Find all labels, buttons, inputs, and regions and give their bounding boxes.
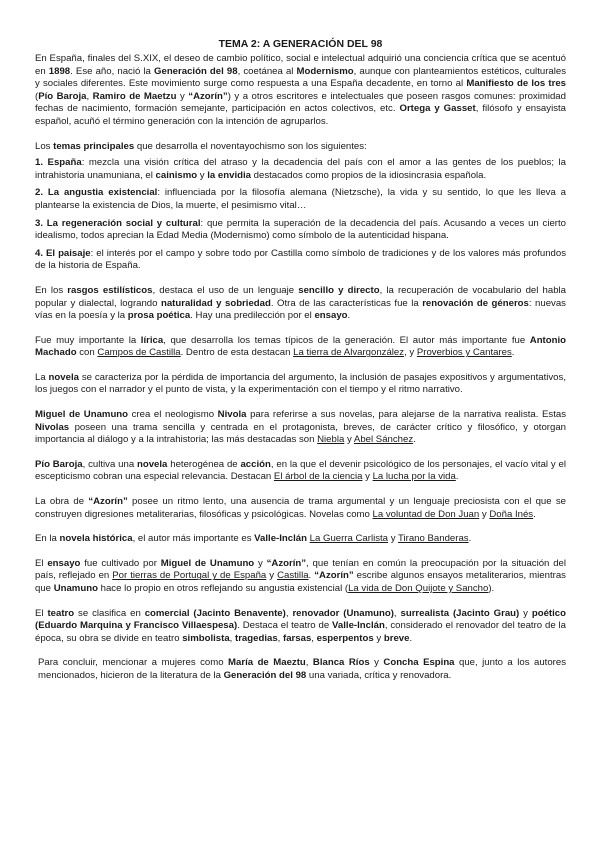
text-run: , aunque con planteamientos estéticos, culturales y sociales diferentes. Este movimiento surge como respuesta a una España decadente, en torno al: [35, 65, 566, 90]
text-run: Fue muy importante la: [35, 334, 141, 346]
bold-run: simbolista: [182, 632, 230, 644]
bold-run: Pío Baroja: [38, 90, 87, 102]
underlined-title-run: Por tierras de Portugal y de España: [112, 570, 267, 582]
bold-run: farsas: [283, 632, 312, 644]
underlined-title-run: Castilla: [277, 570, 309, 582]
text-run: y: [479, 508, 490, 520]
bold-run: 1898: [48, 65, 71, 77]
bold-run: poético: [531, 607, 566, 619]
theme-item-paisaje: [35, 248, 566, 273]
underlined-title-run: Campos de Castilla: [97, 347, 181, 359]
text-run: y: [362, 471, 373, 483]
text-run: heterogénea de: [167, 458, 241, 470]
bold-run: 3. La regeneración social y cultural: [35, 217, 201, 229]
text-run: y: [197, 169, 208, 181]
underlined-title-run: El árbol de la ciencia: [273, 471, 363, 483]
text-run: , en la que el devenir psicológico de los personajes, el vacío vital y el escepticismo cobran una especial relevancia. Destacan: [35, 458, 566, 483]
text-run: : el interés por el campo y sobre todo por Castilla como símbolo de tradiciones y de los valores más profundos de la historia de España.: [35, 247, 566, 272]
text-run: .: [409, 632, 413, 644]
underlined-title-run: Niebla: [317, 434, 345, 446]
text-run: que, junto a los autores mencionados, hicieron de la literatura de la: [38, 657, 566, 681]
bold-run: novela: [137, 458, 168, 470]
bold-run: renovación de géneros: [422, 297, 529, 309]
bold-run: Blanca Ríos: [312, 657, 370, 669]
theme-item-espana: [35, 157, 566, 182]
text-run: , coetánea al: [237, 65, 297, 77]
bold-run: 1. España: [35, 157, 82, 169]
text-run: . Otra de las características fue la: [270, 297, 423, 309]
bold-run: ensayo: [314, 310, 348, 322]
bold-run: prosa poética: [127, 310, 191, 322]
text-run: , la recuperación de vocabulario del habla popular y dialectal, logrando: [35, 284, 566, 309]
bold-run: Antonio Machado: [35, 334, 566, 359]
text-run: y: [373, 632, 384, 644]
bold-run: novela: [48, 371, 79, 383]
bold-run: teatro: [47, 607, 75, 619]
text-run: .: [455, 471, 459, 483]
text-run: crea el neologismo: [128, 409, 218, 421]
text-run: para referirse a sus novelas, para alejarse de la narrativa realista. Estas: [246, 409, 567, 421]
text-run: y: [344, 434, 354, 446]
baroja-paragraph: [35, 459, 566, 484]
text-run: ,: [285, 607, 293, 619]
style-paragraph: [35, 285, 566, 323]
underlined-title-run: Tirano Banderas: [398, 533, 469, 545]
text-run: se caracteriza por la pérdida de importancia del argumento, la inclusión de pasajes expositivos y argumentativos, los juegos con el narrador y el punto de vista, y la experimentación con el tiempo y el ritmo narrativo.: [35, 371, 566, 396]
text-run: La obra de: [35, 496, 89, 508]
text-run: y: [266, 570, 278, 582]
text-run: : nuevas vías en la poesía y la: [35, 297, 566, 322]
underlined-title-run: La tierra de Alvargonzález: [293, 347, 405, 359]
historical-novel-paragraph: [35, 533, 566, 546]
text-run: .: [347, 310, 351, 322]
underlined-title-run: Doña Inés: [489, 508, 534, 520]
text-run: .: [511, 347, 515, 359]
bold-run: “Azorín”: [188, 90, 228, 102]
text-run: En la: [35, 533, 60, 545]
bold-run: Miguel de Unamuno: [160, 557, 255, 569]
text-run: .: [468, 533, 472, 545]
text-run: ,: [393, 607, 401, 619]
bold-run: novela histórica: [59, 533, 133, 545]
text-run: se clasifica en: [74, 607, 145, 619]
text-run: posee un ritmo lento, una ausencia de trama argumental y un lenguaje preciosista con el que se construyen digresiones metaliterarias, filosóficas y psicológicas. Novelas como: [35, 496, 566, 520]
underlined-title-run: Proverbios y Cantares: [416, 347, 512, 359]
text-run: , que desarrolla los temas típicos de la generación. El autor más importante fue: [163, 334, 530, 346]
text-run: ) y a otros escritores e intelectuales que poseen rasgos comunes: proximidad fechas de nacimiento, formación semejante, participación en actos colectivos, etc.: [35, 90, 566, 115]
text-run: ,: [277, 632, 284, 644]
underlined-title-run: Abel Sánchez: [353, 434, 414, 446]
bold-run: Ramiro de Maetzu: [92, 90, 177, 102]
text-run: y: [176, 90, 189, 102]
text-run: ,: [86, 90, 93, 102]
conclusion-paragraph: [35, 657, 566, 682]
text-run: .: [413, 434, 416, 446]
text-run: hace lo propio en otros reflejando su angustia existencial (: [97, 583, 349, 594]
bold-run: ensayo: [47, 557, 81, 569]
bold-run: “Azorín”: [88, 496, 128, 508]
bold-run: María de Maeztu: [228, 657, 306, 669]
theatre-paragraph: [35, 608, 566, 646]
azorin-paragraph: [35, 496, 566, 521]
bold-run: Modernismo: [296, 65, 354, 77]
underlined-title-run: La Guerra Carlista: [309, 533, 389, 545]
bold-run: rasgos estilísticos: [67, 284, 153, 296]
themes-intro: [35, 141, 566, 154]
text-run: una variada, crítica y renovadora.: [306, 669, 452, 681]
text-run: (: [35, 90, 39, 102]
text-run: : mezcla una visión crítica del atraso y la decadencia del país con el amor a las gentes de los pueblos; la intrahistoria unamuniana, el: [35, 157, 567, 181]
text-run: : que permita la superación de la decadencia del país. Acusando a veces un cierto idealismo, todos aprecian la Edad Media (Modernismo) como símbolo de la autenticidad hispana.: [35, 217, 566, 242]
theme-item-angustia: [35, 187, 566, 212]
text-run: , el autor más importante es: [132, 533, 255, 545]
text-run: Para concluir, mencionar a mujeres como: [38, 657, 229, 669]
text-run: .: [533, 508, 536, 520]
text-run: ,: [305, 657, 313, 669]
bold-run: tragedias: [235, 632, 278, 644]
text-run: que desarrolla el noventayochismo son los siguientes:: [134, 140, 367, 152]
text-run: , considerado el renovador del teatro de la época, su obra se divide en teatro: [35, 620, 566, 644]
bold-run: (Jacinto Benavente): [193, 607, 286, 619]
bold-run: (Jacinto Grau): [452, 607, 520, 619]
bold-run: 2. La angustia existencial: [35, 187, 158, 199]
bold-run: la envidia: [207, 169, 251, 181]
bold-run: temas principales: [53, 140, 135, 152]
text-run: con: [76, 347, 98, 359]
text-run: . Ese año, nació la: [70, 65, 155, 77]
text-run: ,: [311, 632, 317, 644]
bold-run: Valle-Inclán: [254, 533, 307, 545]
text-run: Los: [35, 140, 54, 152]
essay-paragraph: [35, 558, 566, 596]
bold-run: sencillo y directo: [298, 284, 380, 296]
underlined-title-run: La lucha por la vida: [372, 471, 456, 483]
bold-run: Valle-Inclán: [332, 620, 385, 632]
text-run: , que tenían en común la preocupación por la situación del país, reflejado en: [35, 557, 567, 582]
bold-run: “Azorín”: [266, 557, 307, 569]
bold-run: Nivolas: [35, 421, 70, 433]
theme-item-regeneracion: [35, 218, 566, 243]
text-run: La: [35, 371, 49, 383]
text-run: . Hay una predilección por el: [190, 310, 315, 322]
text-run: . Dentro de esta destacan: [180, 347, 294, 359]
bold-run: Concha Espina: [383, 657, 455, 669]
text-run: , filósofo y ensayista español, acuñó el término generación con la intención de agruparlos.: [35, 103, 566, 127]
underlined-title-run: La vida de Don Quijote y Sancho: [348, 583, 489, 594]
bold-run: Miguel de Unamuno: [35, 409, 129, 421]
text-run: destacados como propios de la idiosincrasia española.: [251, 169, 487, 181]
text-run: fue cultivado por: [80, 557, 161, 569]
text-run: y: [254, 557, 267, 569]
bold-run: surrealista: [400, 607, 450, 619]
text-run: El: [35, 607, 48, 619]
text-run: y: [388, 533, 398, 545]
text-run: ,: [229, 632, 235, 644]
text-run: : influenciada por la filosofía alemana (Nietzsche), la vida y su sentido, lo que les lleva a plantearse la existencia de Dios, la muerte, el pesimismo vital…: [35, 187, 566, 211]
text-run: En España, finales del S.XIX, el deseo de cambio político, social e intelectual adquirió una conciencia crítica que se acentuó en: [35, 53, 566, 77]
text-run: En los: [35, 284, 68, 296]
underlined-title-run: La voluntad de Don Juan: [372, 508, 480, 520]
document-title: TEMA 2: A GENERACIÓN DEL 98: [218, 38, 383, 50]
bold-run: lírica: [140, 334, 164, 346]
bold-run: breve: [383, 632, 410, 644]
bold-run: Nivola: [217, 409, 247, 421]
text-run: y: [369, 657, 384, 669]
text-run: . Destaca el teatro de: [237, 620, 333, 632]
text-run: El: [35, 557, 48, 569]
text-run: , destaca el uso de un lenguaje: [152, 284, 299, 296]
intro-paragraph: [35, 53, 566, 129]
text-run: , y: [404, 347, 417, 359]
bold-run: Generación del 98: [154, 65, 238, 77]
bold-run: 4. El paisaje: [35, 247, 91, 259]
bold-run: acción: [240, 458, 271, 470]
novel-paragraph: [35, 372, 566, 397]
text-run: escribe algunos ensayos metaliterarios, mientras que: [35, 570, 566, 594]
bold-run: esperpentos: [316, 632, 374, 644]
bold-run: cainismo: [155, 169, 198, 181]
text-run: y: [519, 607, 532, 619]
bold-run: Manifiesto de los tres: [466, 78, 566, 90]
text-run: poseen una trama sencilla y centrada en el protagonista, breves, de carácter crítico y filosófico, y otorgan importancia al diálogo y a la intrahistoria; las más destacadas son: [35, 421, 566, 446]
bold-run: “Azorín”: [314, 570, 354, 582]
bold-run: comercial: [144, 607, 190, 619]
lyric-paragraph: [35, 335, 566, 360]
unamuno-paragraph: [35, 409, 566, 447]
bold-run: Ortega y Gasset: [399, 103, 476, 115]
bold-run: (Eduardo Marquina y Francisco Villaespesa): [35, 620, 238, 632]
bold-run: Unamuno: [53, 583, 98, 594]
bold-run: Generación del 98: [223, 669, 307, 681]
bold-run: (Unamuno): [343, 607, 394, 619]
bold-run: renovador: [292, 607, 340, 619]
bold-run: naturalidad y sobriedad: [160, 297, 271, 309]
text-run: ).: [488, 583, 495, 594]
bold-run: Pío Baroja: [35, 458, 83, 470]
text-run: , cultiva una: [82, 458, 137, 470]
text-run: .: [308, 570, 315, 582]
document-page: [35, 38, 566, 695]
